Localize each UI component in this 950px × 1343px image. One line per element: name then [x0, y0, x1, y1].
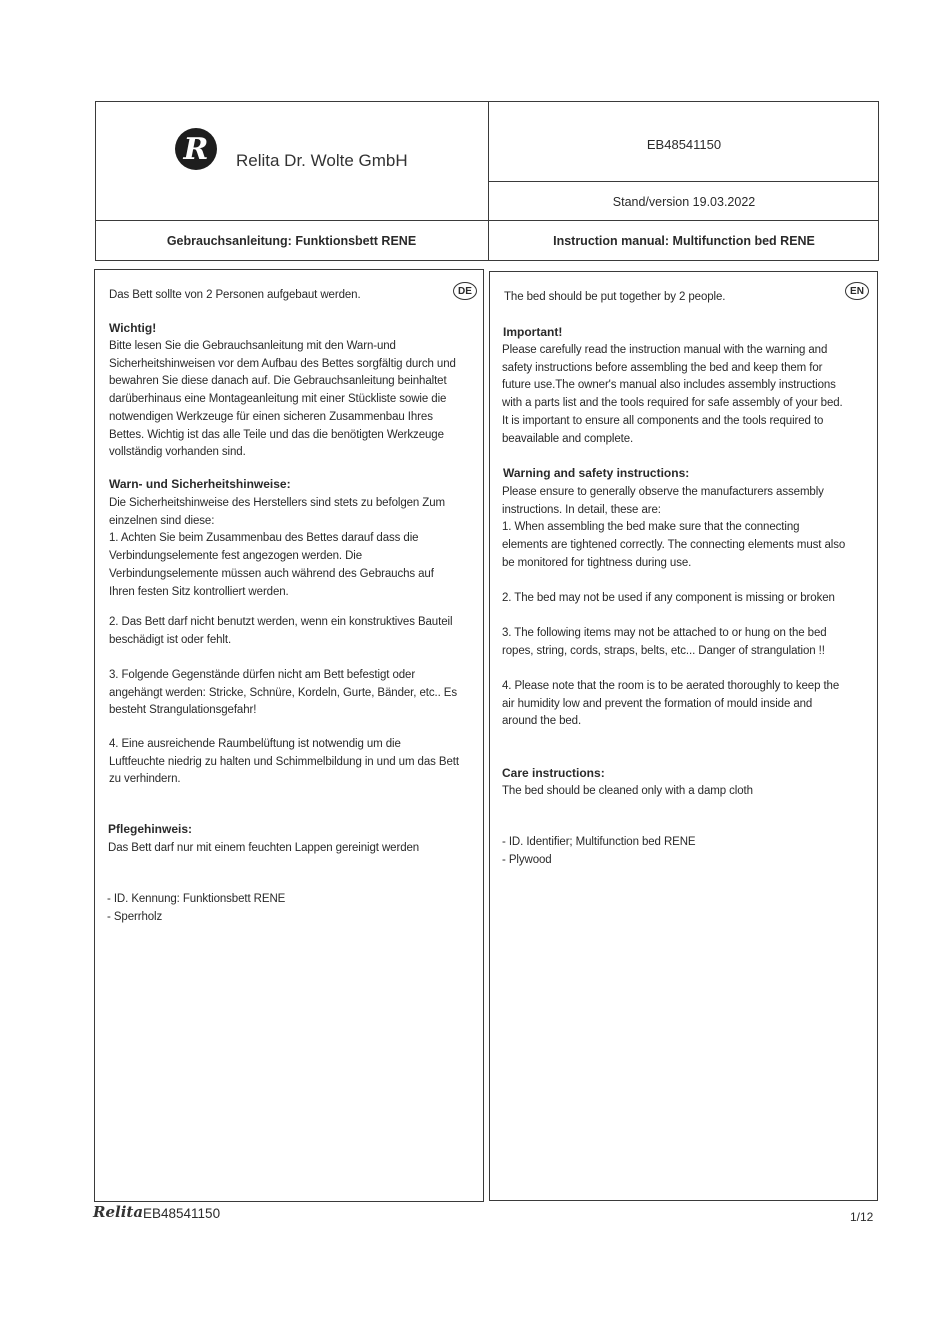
- logo-icon: [174, 127, 218, 171]
- title-de: Gebrauchsanleitung: Funktionsbett RENE: [166, 234, 417, 248]
- de-care-heading: Pflegehinweis:: [108, 822, 193, 836]
- en-important-heading: Important!: [503, 325, 563, 339]
- en-warning-3: 3. The following items may not be attached to or hung on the bed ropes, string, cords, straps, belts, etc... Danger of strangulation !!: [502, 627, 827, 657]
- de-care-text: Das Bett darf nur mit einem feuchten Lappen gereinigt werden: [108, 842, 420, 854]
- relita-logo: [174, 127, 218, 176]
- de-warning-3: 3. Folgende Gegenstände dürfen nicht am Bett befestigt oder angehängt werden: Stricke, Schnüre, Kordeln, Gurte, Bänder, etc.. Es besteht Strangulationsgefahr!: [109, 669, 457, 717]
- de-warning-heading: Warn- und Sicherheitshinweise:: [109, 477, 291, 491]
- header-divider-horizontal: [95, 220, 879, 221]
- company-name: Relita Dr. Wolte GmbH: [236, 151, 408, 170]
- en-warning-heading: Warning and safety instructions:: [503, 466, 690, 480]
- doc-number: EB48541150: [646, 137, 722, 152]
- de-important-heading: Wichtig!: [109, 321, 157, 335]
- en-warning-intro: Please ensure to generally observe the manufacturers assembly instructions. In detail, these are: 1. When assembling the bed make sure that the connecting elements are tightened correctly. The connecting elements must also be monitored for tightness during use.: [502, 486, 846, 569]
- de-warning-4: 4. Eine ausreichende Raumbelüftung ist notwendig um die Luftfeuchte niedrig zu halten und Schimmelbildung in und um das Bett zu verhindern.: [109, 738, 459, 786]
- page-number: 1/12: [850, 1210, 874, 1224]
- svg-text:R: R: [183, 132, 209, 167]
- footer-brand-signature: Relita: [93, 1203, 144, 1221]
- title-en: Instruction manual: Multifunction bed RENE: [553, 234, 815, 248]
- de-language-badge: DE: [453, 282, 477, 300]
- de-important-text: Bitte lesen Sie die Gebrauchsanleitung mit den Warn-und Sicherheitshinweisen vor dem Aufbau des Bettes sorgfältig durch und bewahren Sie diese danach auf. Die Gebrauchsanleitung beinhaltet darüberhinaus eine Montageanleitung mit einer Stückliste sowie die notwendigen Werkzeuge für einen sicheren Zusammenbau Ihres Bettes. Wichtig ist das alle Teile und das die benötigten Werkzeuge vollständig vorhanden sind.: [109, 340, 456, 459]
- en-intro: The bed should be put together by 2 people.: [504, 291, 726, 303]
- de-intro: Das Bett sollte von 2 Personen aufgebaut werden.: [109, 289, 361, 301]
- footer-doc-number: EB48541150: [143, 1206, 221, 1221]
- en-care-text: The bed should be cleaned only with a damp cloth: [502, 785, 753, 797]
- header-divider-right: [488, 181, 879, 182]
- de-id-lines: - ID. Kennung: Funktionsbett RENE - Sperrholz: [107, 893, 286, 923]
- en-warning-4: 4. Please note that the room is to be aerated thoroughly to keep the air humidity low and prevent the formation of mould inside and around the bed.: [502, 680, 840, 728]
- en-warning-2: 2. The bed may not be used if any component is missing or broken: [502, 592, 835, 604]
- de-warning-intro: Die Sicherheitshinweise des Herstellers sind stets zu befolgen Zum einzelnen sind diese: 1. Achten Sie beim Zusammenbau des Bettes darauf dass die Verbindungselemente fest angezogen werden. Die Verbindungselemente müssen auch während des Gebrauchs auf Ihren festen Sitz kontrolliert werden.: [109, 497, 446, 598]
- en-id-lines: - ID. Identifier; Multifunction bed RENE - Plywood: [502, 836, 696, 866]
- en-important-text: Please carefully read the instruction manual with the warning and safety instructions before assembling the bed and keep them for future use.The owner's manual also includes assembly instructions with a parts list and the tools required for safe assembly of your bed. It is important to ensure all components and the tools required to beavailable and complete.: [502, 344, 843, 445]
- en-language-badge: EN: [845, 282, 869, 300]
- en-care-heading: Care instructions:: [502, 766, 605, 780]
- de-warning-2: 2. Das Bett darf nicht benutzt werden, wenn ein konstruktives Bauteil beschädigt ist oder fehlt.: [109, 616, 453, 646]
- version-text: Stand/version 19.03.2022: [612, 195, 756, 209]
